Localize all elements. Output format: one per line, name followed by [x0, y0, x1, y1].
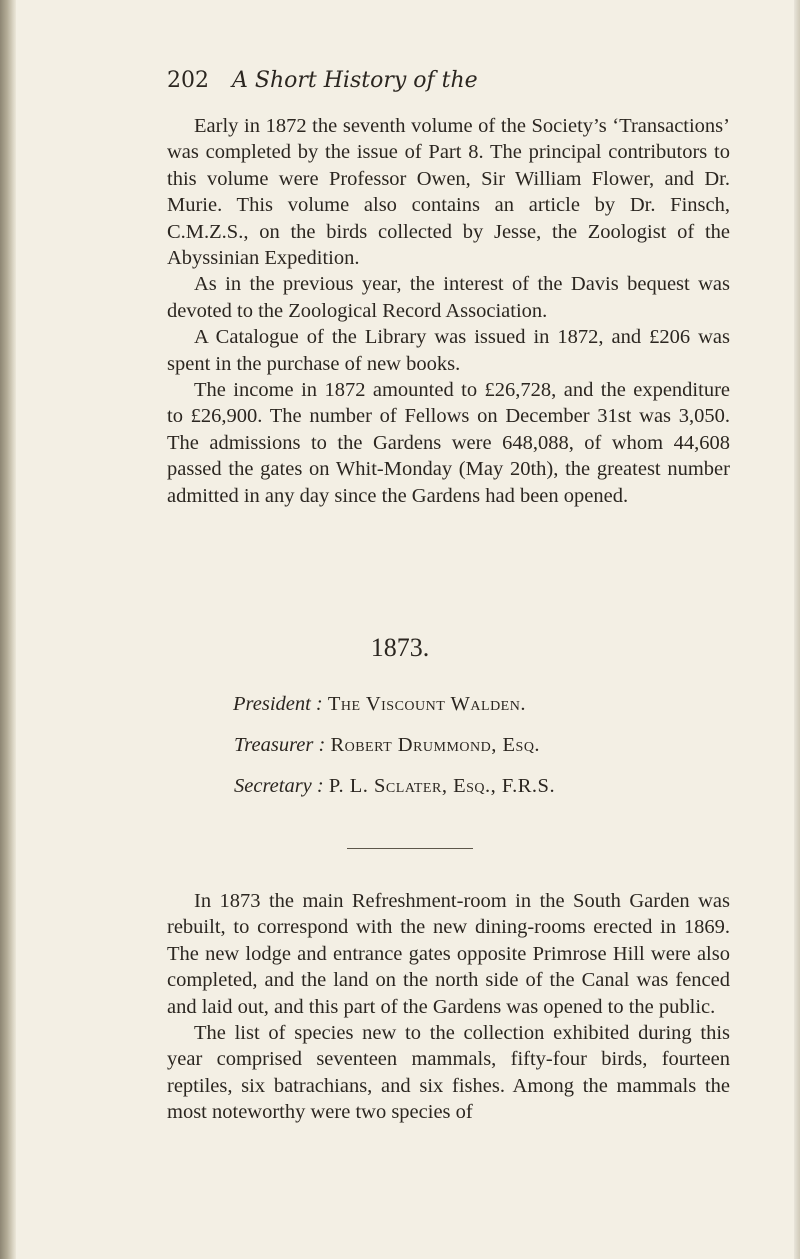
officer-name: P. L. Sclater, Esq., F.R.S. [328, 775, 556, 797]
page-edge [794, 0, 800, 1259]
officer-role: Treasurer : [234, 734, 326, 756]
running-head: A Short History of the [232, 68, 478, 93]
text-block-1872 [167, 113, 730, 509]
paragraph-transactions: Early in 1872 the seventh volume of the Society’s ‘Transactions’ was completed by the issue of Part 8. The principal contributors to this volume were Professor Owen, Sir William Flower, and Dr. Murie. This volume also contains an article by Dr. Finsch, C.M.Z.S., on the birds collected by Jesse, the Zoologist of the Abyssinian Expedition. [167, 115, 730, 270]
paragraph-new-species: The list of species new to the collection exhibited during this year comprised seventeen mammals, fifty-four birds, fourteen reptiles, six batrachians, and six fishes. Among the mammals the most noteworthy were two species of [167, 1022, 730, 1124]
officers-list [233, 693, 793, 816]
book-spine-shadow [0, 0, 16, 1259]
paragraph-davis-bequest: As in the previous year, the interest of the Davis bequest was devoted to the Zoological Record Association. [167, 273, 730, 322]
officer-name: Robert Drummond, Esq. [330, 734, 541, 756]
paragraph-library-catalogue: A Catalogue of the Library was issued in 1872, and £206 was spent in the purchase of new books. [167, 326, 730, 375]
page-number: 202 [167, 68, 209, 93]
year-heading: 1873. [370, 633, 430, 662]
officer-treasurer [233, 734, 793, 775]
officer-role: President : [233, 693, 323, 715]
paragraph-income: The income in 1872 amounted to £26,728, and the expenditure to £26,900. The number of Fellows on December 31st was 3,050. The admissions to the Gardens were 648,088, of whom 44,608 passed the gates on Whit-Monday (May 20th), the greatest number admitted in any day since the Gardens had been opened. [167, 379, 730, 507]
officer-secretary [233, 775, 793, 816]
text-block-1873 [167, 888, 730, 1126]
officer-name: The Viscount Walden. [327, 693, 526, 715]
officer-president [233, 693, 793, 734]
section-divider [347, 848, 473, 849]
paragraph-refreshment-room: In 1873 the main Refreshment-room in the South Garden was rebuilt, to correspond with the new dining-rooms erected in 1869. The new lodge and entrance gates opposite Primrose Hill were also completed, and the land on the north side of the Canal was fenced and laid out, and this part of the Gardens was opened to the public. [167, 890, 730, 1018]
officer-role: Secretary : [234, 775, 324, 797]
page-header [167, 68, 727, 108]
